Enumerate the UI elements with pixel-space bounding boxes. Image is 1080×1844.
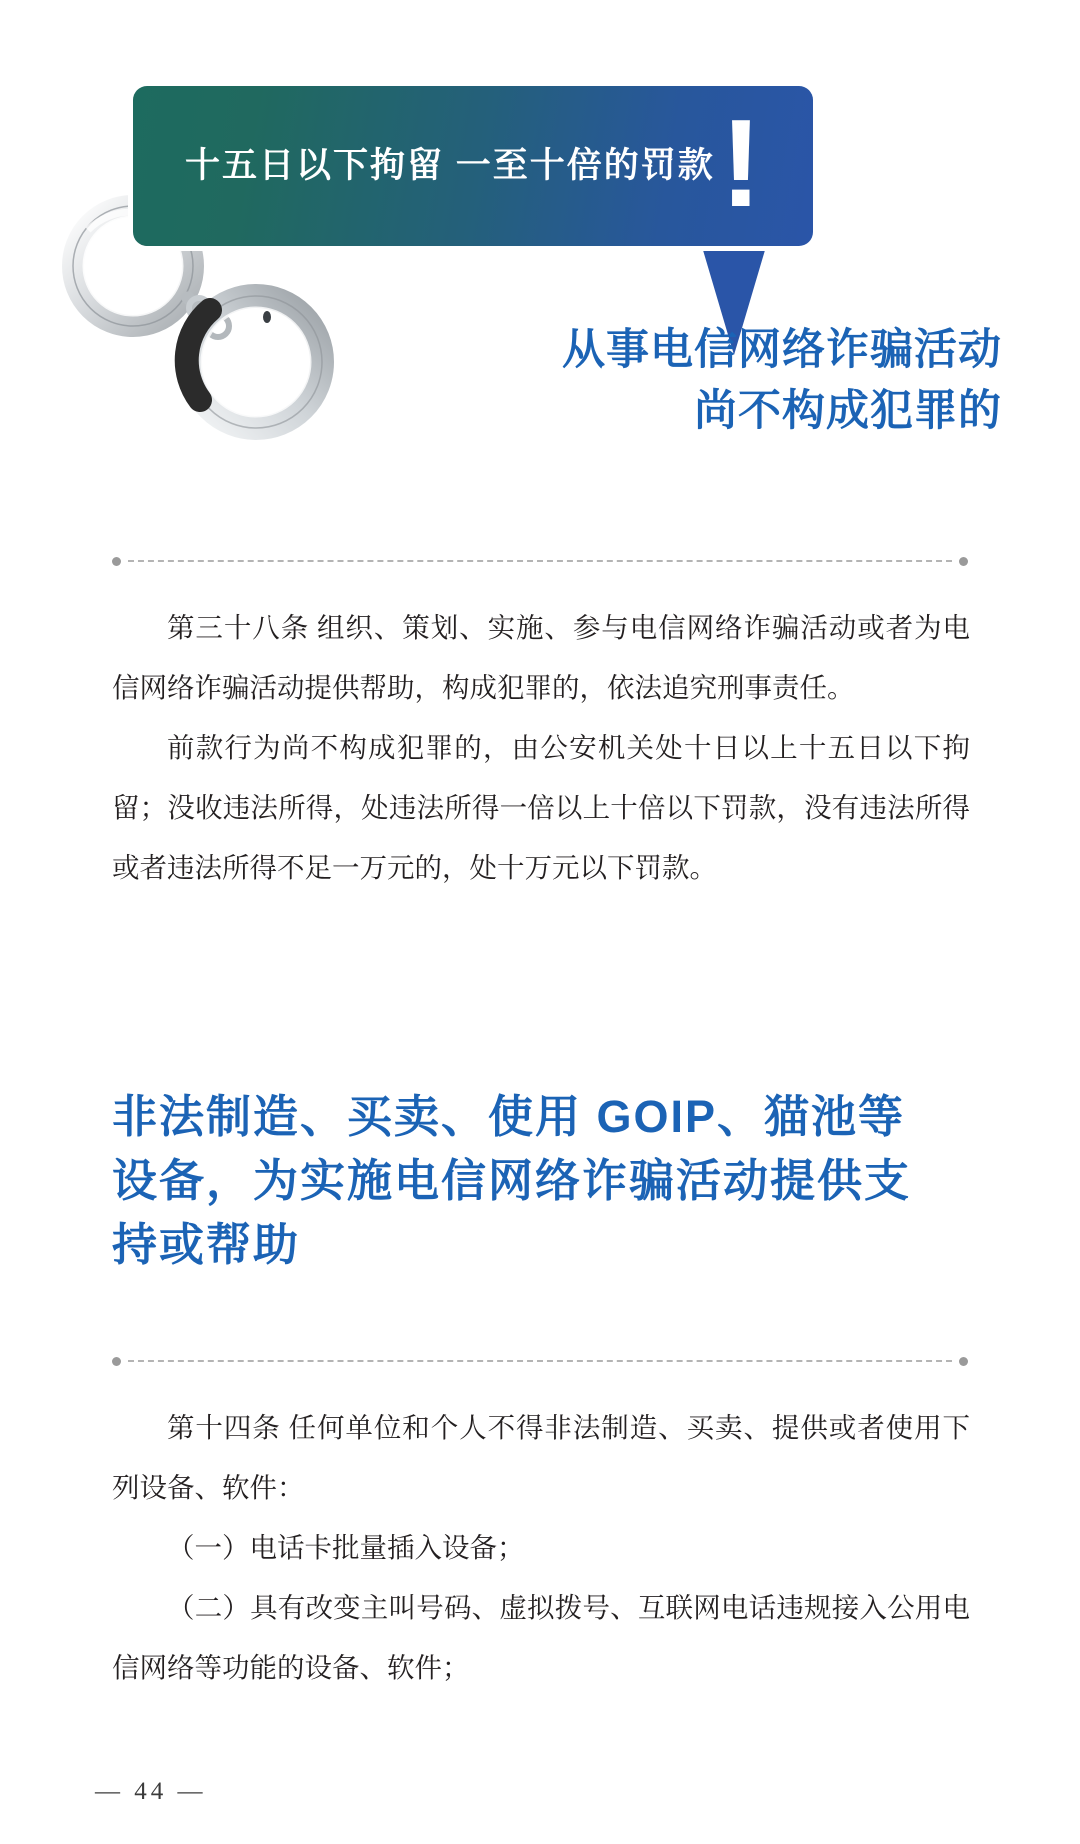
divider-dot-right bbox=[959, 1357, 968, 1366]
section2-paragraph-1: 第十四条 任何单位和个人不得非法制造、买卖、提供或者使用下列设备、软件： bbox=[112, 1412, 970, 1503]
section1-heading bbox=[362, 320, 1002, 442]
callout-text: 十五日以下拘留 一至十倍的罚款 bbox=[185, 146, 715, 185]
divider-2 bbox=[112, 1355, 968, 1367]
section1-heading-line2: 尚不构成犯罪的 bbox=[694, 387, 1002, 436]
section2-body bbox=[112, 1398, 970, 1698]
section1-heading-line1: 从事电信网络诈骗活动 bbox=[562, 326, 1002, 374]
divider-1 bbox=[112, 555, 968, 567]
banner-section bbox=[0, 70, 1080, 450]
section2-paragraph-2: （一）电话卡批量插入设备； bbox=[167, 1532, 525, 1563]
page-number: — 44 — bbox=[95, 1778, 207, 1805]
divider-dot-left bbox=[112, 1357, 121, 1366]
divider-dash bbox=[128, 560, 952, 562]
section1-paragraph-2: 前款行为尚不构成犯罪的，由公安机关处十日以上十五日以下拘留；没收违法所得，处违法所得一倍以上十倍以下罚款，没有违法所得或者违法所得不足一万元的，处十万元以下罚款。 bbox=[112, 732, 970, 883]
divider-dot-left bbox=[112, 557, 121, 566]
divider-dash bbox=[128, 1360, 952, 1362]
callout-banner bbox=[133, 86, 813, 246]
divider-dot-right bbox=[959, 557, 968, 566]
section2-heading: 非法制造、买卖、使用 GOIP、猫池等设备，为实施电信网络诈骗活动提供支持或帮助 bbox=[112, 1091, 912, 1270]
exclamation-icon: ! bbox=[720, 95, 762, 233]
section1-paragraph-1: 第三十八条 组织、策划、实施、参与电信网络诈骗活动或者为电信网络诈骗活动提供帮助，构成犯罪的，依法追究刑事责任。 bbox=[112, 612, 970, 703]
section2-paragraph-3: （二）具有改变主叫号码、虚拟拨号、互联网电话违规接入公用电信网络等功能的设备、软件； bbox=[112, 1592, 970, 1683]
section1-body bbox=[112, 598, 970, 898]
